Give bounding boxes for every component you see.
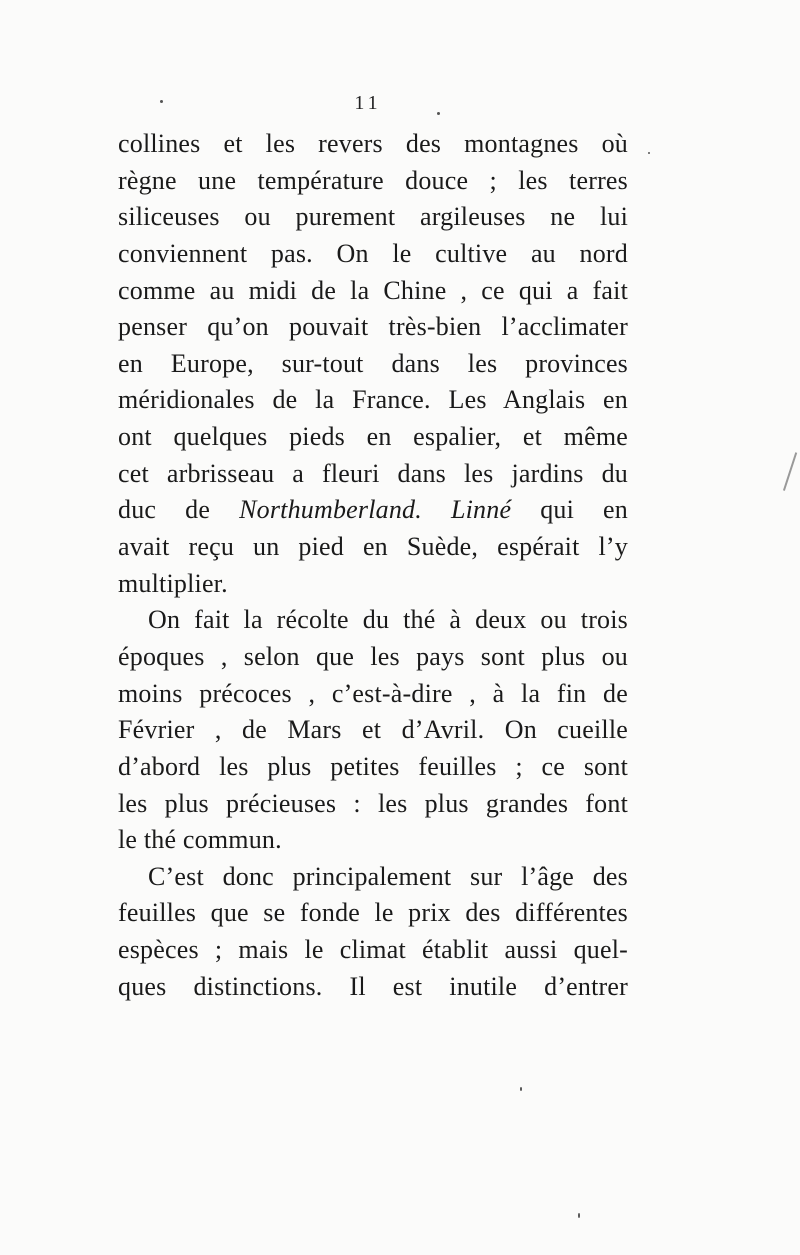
speck-mark: [648, 152, 650, 154]
text-line: [118, 419, 628, 456]
text-line: [118, 932, 628, 969]
text-line: [118, 346, 628, 383]
text-line: [118, 969, 628, 1006]
text-run: espèces ; mais le climat établit aussi quel-: [118, 935, 628, 965]
text-line: [118, 309, 628, 346]
text-run: qui en: [511, 495, 628, 525]
text-line: [118, 895, 628, 932]
text-run: conviennent pas. On le cultive au nord: [118, 238, 628, 268]
speck-mark: [437, 112, 440, 115]
text-line: [118, 676, 628, 713]
text-run: règne une température douce ; les terres: [118, 165, 628, 195]
text-line: [118, 199, 628, 236]
text-line: [118, 602, 628, 639]
text-line: [118, 639, 628, 676]
text-run: cet arbrisseau a fleuri dans les jardins du: [118, 458, 628, 488]
text-run: avait reçu un pied en Suède, espérait l’y: [118, 532, 628, 562]
text-run: Février , de Mars et d’Avril. On cueille: [118, 715, 628, 745]
page-number: 11: [354, 92, 382, 114]
text-line: [118, 456, 628, 493]
text-run: ont quelques pieds en espalier, et même: [118, 422, 628, 452]
text-run: le thé commun.: [118, 825, 282, 855]
text-line: [118, 822, 628, 859]
body-text: [118, 126, 628, 1005]
text-line: [118, 712, 628, 749]
text-line: [118, 382, 628, 419]
text-line: [118, 492, 628, 529]
italic-text: Northumberland.: [239, 495, 422, 525]
text-line: [118, 236, 628, 273]
edge-mark: [783, 452, 800, 492]
text-run: C’est donc principalement sur l’âge des: [148, 861, 628, 891]
text-run: multiplier.: [118, 568, 228, 598]
text-run: les plus précieuses : les plus grandes font: [118, 788, 628, 818]
text-run: collines et les revers des montagnes où: [118, 129, 628, 158]
text-run: penser qu’on pouvait très-bien l’acclimater: [118, 312, 628, 342]
text-line: [118, 859, 628, 896]
text-run: siliceuses ou purement argileuses ne lui: [118, 202, 628, 232]
text-run: d’abord les plus petites feuilles ; ce sont: [118, 751, 628, 781]
text-line: [118, 529, 628, 566]
text-run: On fait la récolte du thé à deux ou trois: [148, 605, 628, 635]
speck-mark: [520, 1087, 522, 1091]
text-line: [118, 749, 628, 786]
italic-text: Linné: [450, 495, 512, 525]
text-line: [118, 566, 628, 603]
text-run: feuilles que se fonde le prix des différentes: [118, 898, 628, 928]
text-run: comme au midi de la Chine , ce qui a fait: [118, 275, 628, 305]
text-run: moins précoces , c’est-à-dire , à la fin de: [118, 678, 628, 708]
text-run: duc de: [118, 495, 240, 525]
text-run: époques , selon que les pays sont plus ou: [118, 641, 628, 671]
text-run: en Europe, sur-tout dans les provinces: [118, 348, 628, 378]
text-line: [118, 163, 628, 200]
speck-mark: [160, 100, 163, 103]
text-line: [118, 786, 628, 823]
text-run: [422, 495, 451, 524]
text-line: [118, 273, 628, 310]
text-line: [118, 126, 628, 163]
text-run: ques distinctions. Il est inutile d’entrer: [118, 971, 628, 1001]
text-run: méridionales de la France. Les Anglais en: [118, 385, 628, 415]
speck-mark: [578, 1213, 580, 1218]
